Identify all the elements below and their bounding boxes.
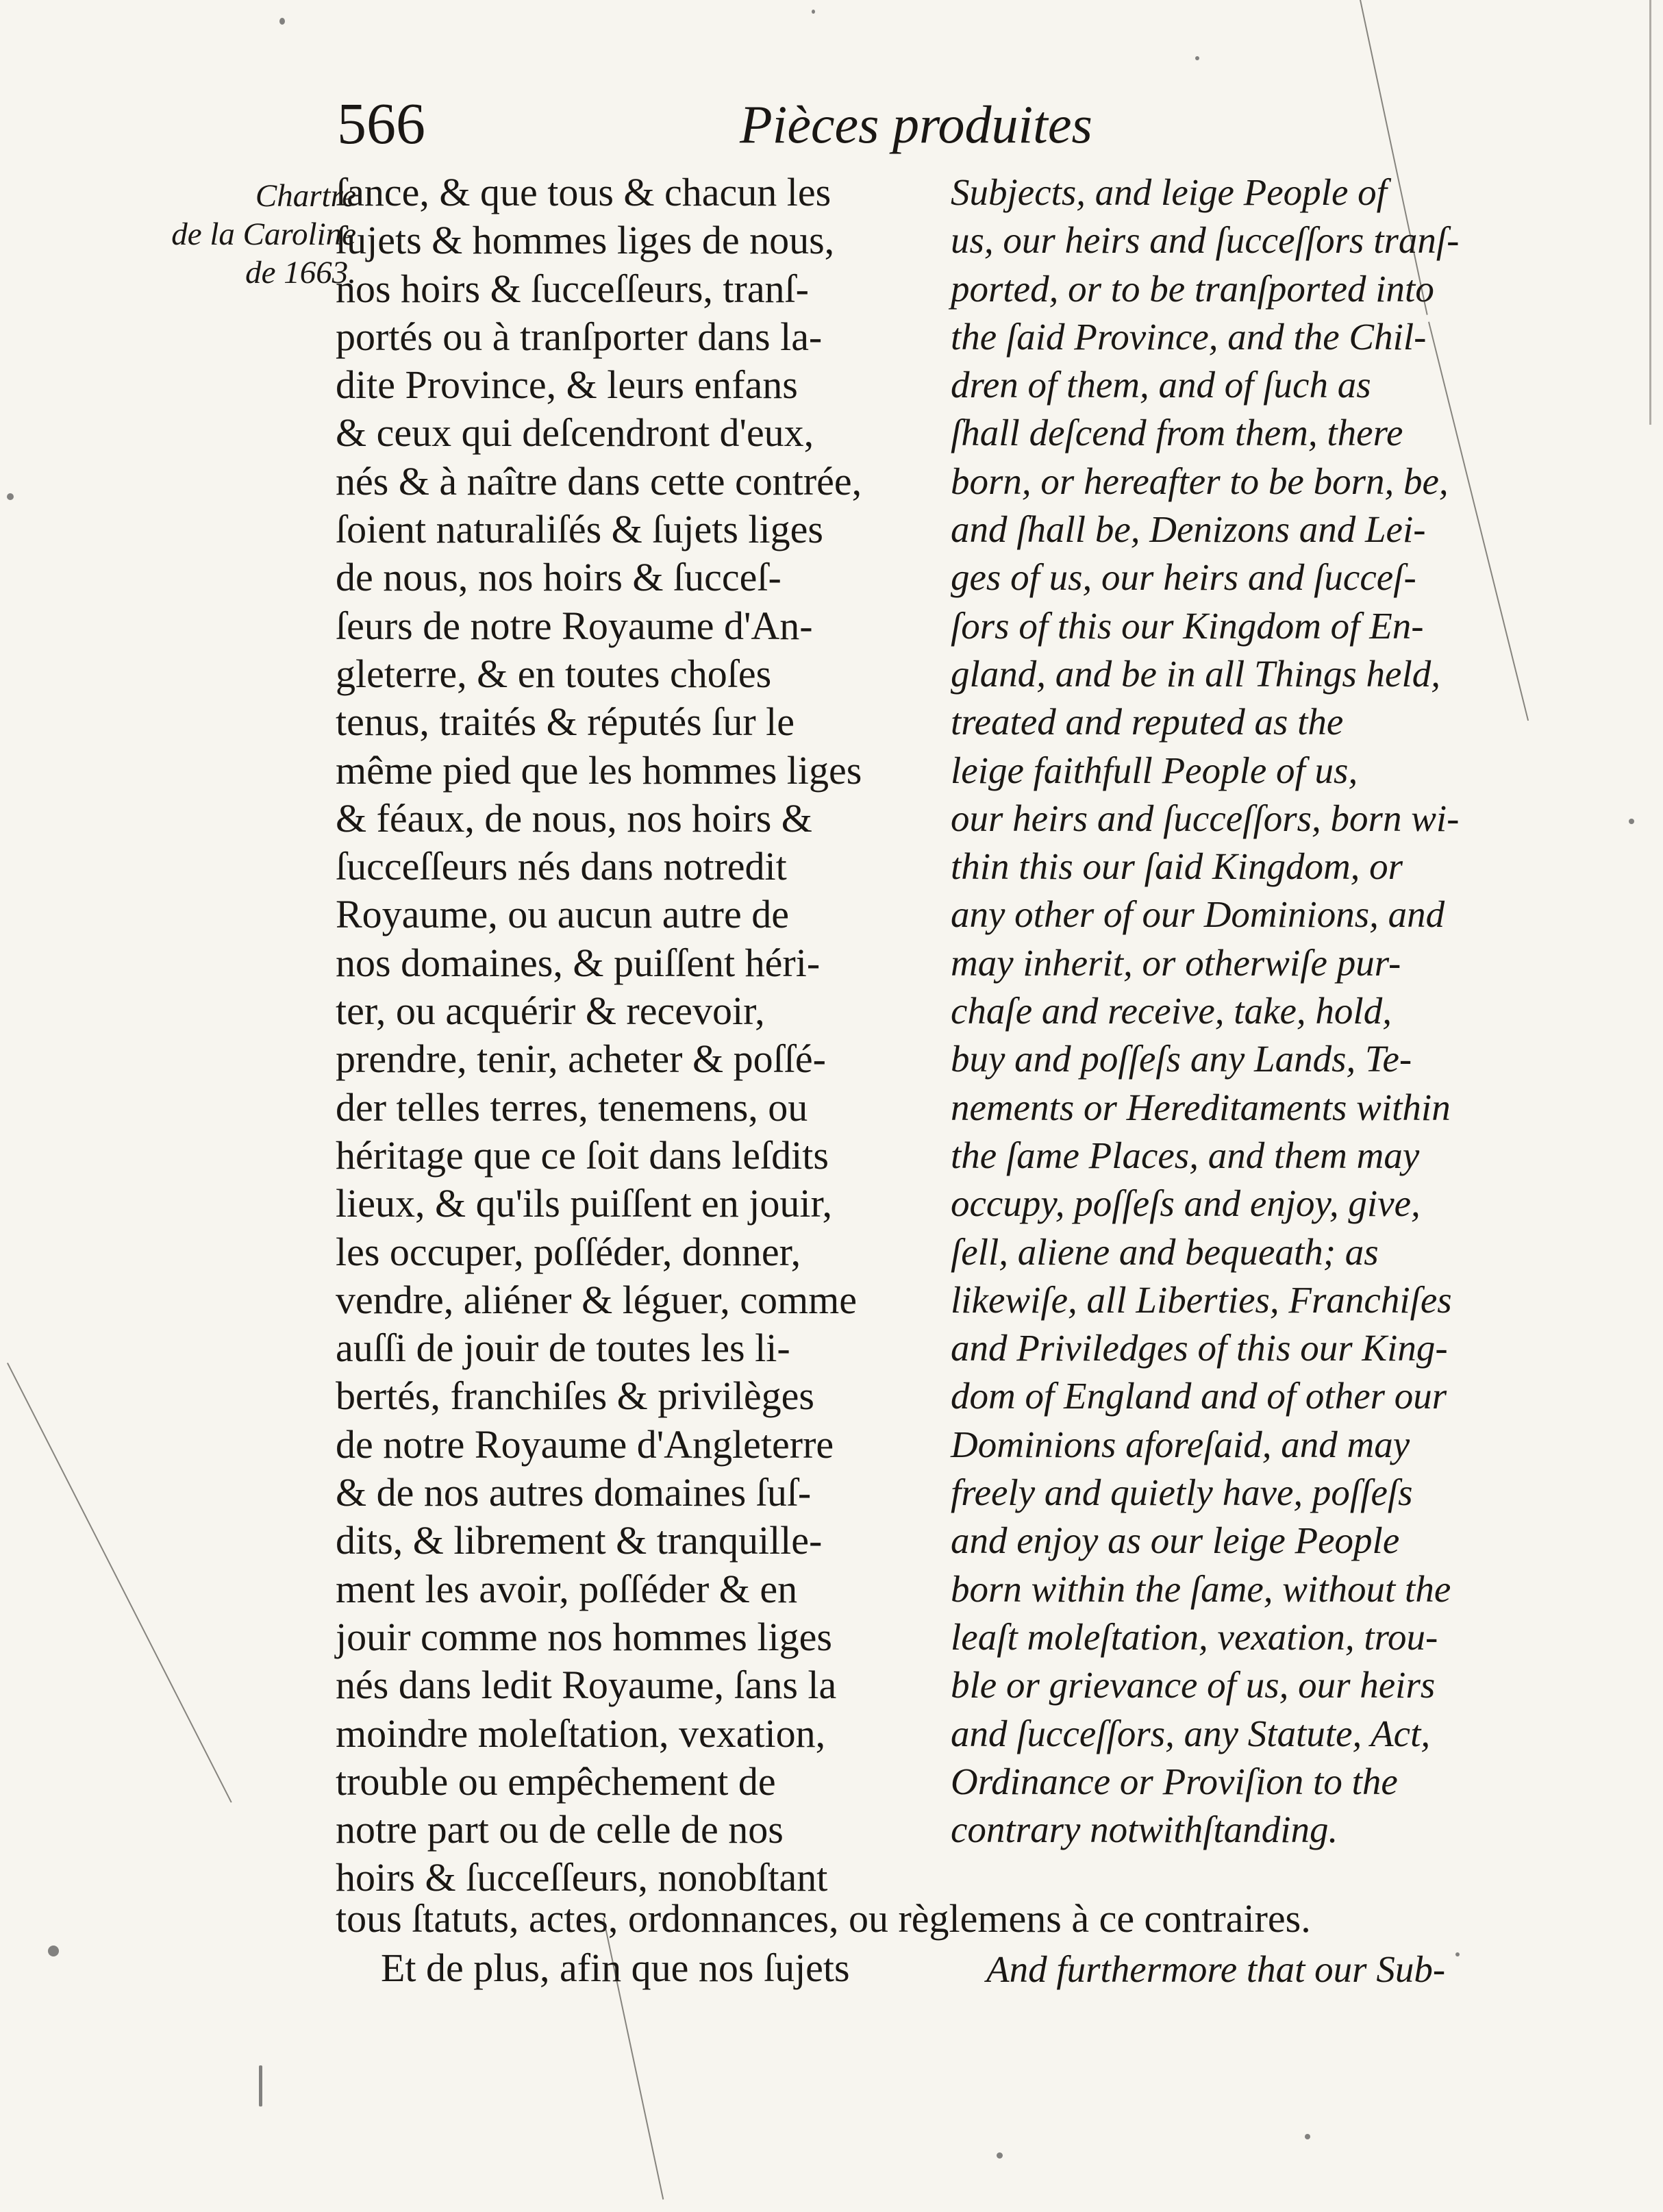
- english-line: leige faithfull People of us,: [951, 749, 1358, 791]
- scan-artifact-line: [7, 1363, 232, 1802]
- english-line: ported, or to be tranſported into: [951, 267, 1434, 310]
- french-line: tenus, traités & réputés ſur le: [336, 699, 795, 745]
- english-line: and ſucceſſors, any Statute, Act,: [951, 1712, 1431, 1754]
- scan-speck: [259, 2065, 262, 2107]
- english-line: the ſame Places, and them may: [951, 1134, 1420, 1176]
- french-line: dits, & librement & tranquille-: [336, 1518, 823, 1563]
- english-line: contrary notwithſtanding.: [951, 1809, 1338, 1851]
- english-line: the ſaid Province, and the Chil-: [951, 315, 1427, 358]
- french-line: nos domaines, & puiſſent héri-: [336, 940, 821, 985]
- french-line: lieux, & qu'ils puiſſent en jouir,: [336, 1181, 832, 1226]
- french-line: ſucceſſeurs nés dans notredit: [336, 844, 787, 889]
- french-line: ſance, & que tous & chacun les: [336, 170, 832, 214]
- english-line: nements or Hereditaments within: [951, 1086, 1451, 1128]
- french-line: nés & à naître dans cette contrée,: [336, 458, 862, 504]
- french-line: Royaume, ou aucun autre de: [336, 892, 789, 937]
- english-line: leaſt moleſtation, vexation, trou-: [951, 1615, 1438, 1658]
- english-line: ſhall deſcend from them, there: [951, 412, 1403, 454]
- margin-note-line: de la Caroline: [171, 216, 356, 252]
- french-line: ſeurs de notre Royaume d'An-: [336, 603, 813, 648]
- french-line: même pied que les hommes liges: [336, 747, 862, 793]
- english-line: Ordinance or Proviſion to the: [951, 1760, 1398, 1802]
- english-line: ſors of this our Kingdom of En-: [951, 604, 1424, 647]
- english-line: buy and poſſeſs any Lands, Te-: [951, 1038, 1412, 1080]
- english-line: Subjects, and leige People of: [951, 171, 1387, 213]
- english-column: [951, 169, 1512, 1854]
- scan-speck: [812, 10, 815, 14]
- french-line: de nous, nos hoirs & ſucceſ-: [336, 555, 782, 600]
- english-line: likewiſe, all Liberties, Franchiſes: [951, 1278, 1452, 1321]
- english-line: and Priviledges of this our King-: [951, 1327, 1448, 1369]
- english-line: Dominions aforeſaid, and may: [951, 1423, 1410, 1465]
- scan-speck: [1195, 56, 1199, 60]
- french-line: ment les avoir, poſſéder & en: [336, 1566, 798, 1611]
- english-line: ble or grievance of us, our heirs: [951, 1664, 1436, 1706]
- french-line: gleterre, & en toutes choſes: [336, 651, 772, 696]
- scan-speck: [7, 493, 14, 500]
- french-line: auſſi de jouir de toutes les li-: [336, 1326, 790, 1371]
- english-line: and enjoy as our leige People: [951, 1519, 1400, 1562]
- french-line: vendre, aliéner & léguer, comme: [336, 1277, 857, 1322]
- english-line: and ſhall be, Denizons and Lei-: [951, 508, 1426, 551]
- french-line: de notre Royaume d'Angleterre: [336, 1421, 834, 1467]
- french-line: dite Province, & leurs enfans: [336, 362, 798, 408]
- english-line: freely and quietly have, poſſeſs: [951, 1471, 1413, 1514]
- english-line: treated and reputed as the: [951, 701, 1344, 743]
- french-line: nés dans ledit Royaume, ſans la: [336, 1663, 837, 1708]
- french-line: nos hoirs & ſucceſſeurs, tranſ-: [336, 266, 809, 311]
- english-line: born, or hereafter to be born, be,: [951, 460, 1449, 502]
- closing-full-width-line: tous ſtatuts, actes, ordonnances, ou règlemens à ce contraires.: [336, 1896, 1311, 1941]
- french-line: & féaux, de nous, nos hoirs &: [336, 795, 812, 841]
- english-line: dren of them, and of ſuch as: [951, 364, 1371, 406]
- french-line: héritage que ce ſoit dans leſdits: [336, 1132, 829, 1178]
- scan-speck: [279, 18, 285, 25]
- english-line: born within the ſame, without the: [951, 1567, 1451, 1610]
- scan-speck: [1305, 2134, 1310, 2139]
- french-line: les occuper, poſſéder, donner,: [336, 1229, 801, 1274]
- french-line: portés ou à tranſporter dans la-: [336, 314, 823, 359]
- english-line: our heirs and ſucceſſors, born wi-: [951, 797, 1460, 839]
- french-line: notre part ou de celle de nos: [336, 1807, 784, 1852]
- english-line: occupy, poſſeſs and enjoy, give,: [951, 1182, 1421, 1225]
- french-line: der telles terres, tenemens, ou: [336, 1084, 808, 1130]
- margin-note-line: Chartre: [255, 178, 356, 214]
- french-line: prendre, tenir, acheter & poſſé-: [336, 1036, 826, 1082]
- english-line: thin this our ſaid Kingdom, or: [951, 845, 1403, 888]
- margin-note-line: de 1663.: [245, 255, 356, 290]
- french-line: bertés, franchiſes & privilèges: [336, 1374, 814, 1419]
- french-line: ſujets & hommes liges de nous,: [336, 218, 835, 263]
- margin-note: [68, 177, 356, 292]
- english-line: gland, and be in all Things held,: [951, 652, 1440, 695]
- english-line: chaſe and receive, take, hold,: [951, 990, 1392, 1032]
- french-next-paragraph: Et de plus, afin que nos ſujets: [381, 1946, 850, 1990]
- french-line: trouble ou empêchement de: [336, 1759, 776, 1804]
- scan-speck: [1455, 1952, 1460, 1956]
- french-line: hoirs & ſucceſſeurs, nonobſtant: [336, 1855, 828, 1900]
- running-head: Pièces produites: [740, 95, 1092, 154]
- page-number: 566: [337, 90, 425, 156]
- french-line: moindre moleſtation, vexation,: [336, 1711, 826, 1756]
- scan-speck: [997, 2152, 1003, 2159]
- french-line: & ceux qui deſcendront d'eux,: [336, 410, 814, 456]
- french-line: jouir comme nos hommes liges: [336, 1614, 832, 1659]
- english-line: us, our heirs and ſucceſſors tranſ-: [951, 219, 1460, 262]
- english-line: any other of our Dominions, and: [951, 893, 1445, 936]
- french-line: & de nos autres domaines ſuſ-: [336, 1470, 812, 1515]
- french-column: [336, 169, 904, 1902]
- english-line: may inherit, or otherwiſe pur-: [951, 941, 1401, 984]
- english-line: ſell, aliene and bequeath; as: [951, 1230, 1379, 1273]
- scan-speck: [48, 1946, 59, 1956]
- scan-speck: [1629, 819, 1634, 824]
- english-line: dom of England and of other our: [951, 1375, 1447, 1417]
- english-next-paragraph: And furthermore that our Sub-: [986, 1948, 1446, 1990]
- french-line: ſoient naturaliſés & ſujets liges: [336, 507, 823, 552]
- french-line: ter, ou acquérir & recevoir,: [336, 989, 765, 1034]
- english-line: ges of us, our heirs and ſucceſ-: [951, 556, 1416, 599]
- scan-artifact-line: [1649, 0, 1651, 425]
